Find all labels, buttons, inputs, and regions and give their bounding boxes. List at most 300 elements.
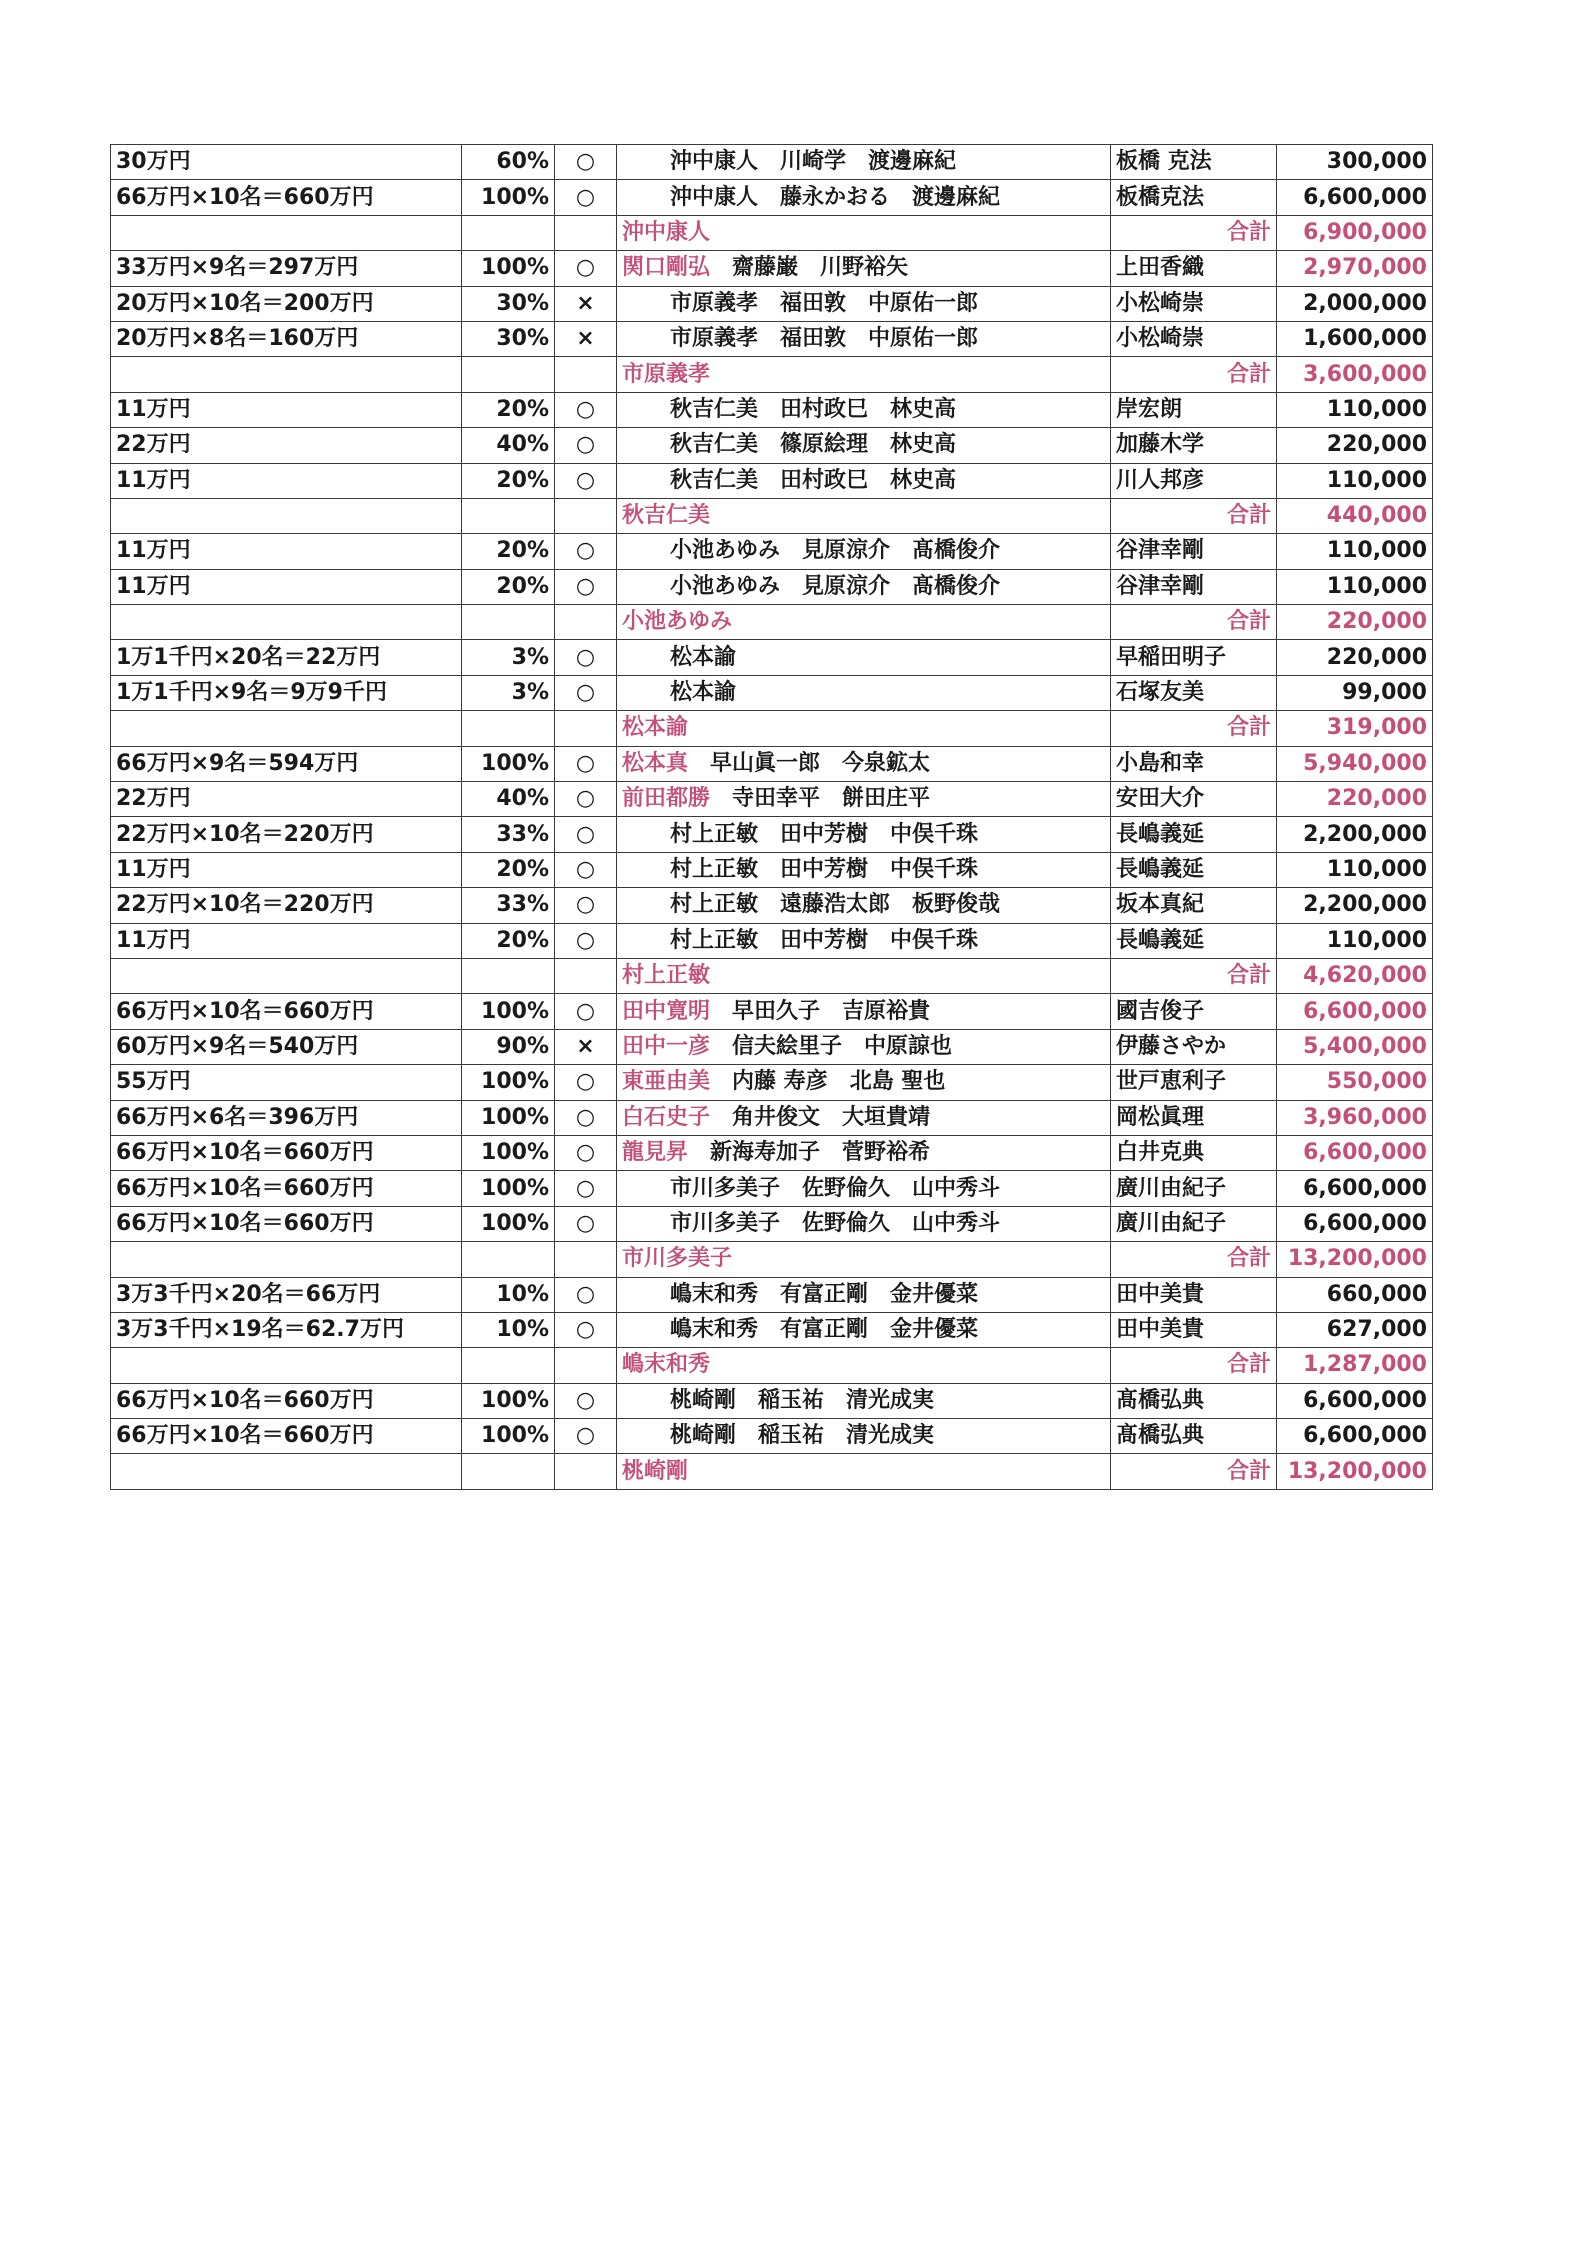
amount-description: 22万円×10名＝220万円 [111, 817, 462, 852]
total-amount: 3,600,000 [1277, 357, 1433, 392]
table-row [111, 923, 1433, 958]
empty-cell [462, 1242, 555, 1277]
responsible-person: 廣川由紀子 [1111, 1171, 1277, 1206]
empty-cell [462, 605, 555, 640]
empty-cell [111, 605, 462, 640]
member-names [617, 1171, 1111, 1206]
member-name: 有富正剛 [780, 1317, 869, 1343]
rate-cell: 20% [462, 392, 555, 427]
empty-cell [462, 1454, 555, 1489]
member-names [617, 180, 1111, 215]
member-name: 齋藤巌 [732, 255, 799, 281]
rate-cell: 100% [462, 746, 555, 781]
member-names [617, 534, 1111, 569]
member-name: 髙橋俊介 [912, 573, 1001, 599]
member-names [617, 251, 1111, 286]
lead-name: 関口剛弘 [622, 255, 711, 281]
group-name: 松本諭 [617, 711, 1111, 746]
responsible-person: 坂本真紀 [1111, 888, 1277, 923]
total-amount: 440,000 [1277, 498, 1433, 533]
member-names [617, 1100, 1111, 1135]
empty-cell [111, 958, 462, 993]
total-row [111, 215, 1433, 250]
table-row [111, 817, 1433, 852]
member-names [617, 888, 1111, 923]
member-name: 田村政巳 [780, 396, 869, 422]
member-names [617, 1065, 1111, 1100]
member-name: 市川多美子 [670, 1210, 781, 1236]
rate-cell: 30% [462, 286, 555, 321]
empty-cell [555, 1242, 617, 1277]
responsible-person: 長嶋義延 [1111, 923, 1277, 958]
table-row [111, 994, 1433, 1029]
amount-description: 11万円 [111, 392, 462, 427]
table-row [111, 1419, 1433, 1454]
member-name: 清光成実 [846, 1387, 935, 1413]
member-names [617, 746, 1111, 781]
amount-cell: 110,000 [1277, 852, 1433, 887]
total-row [111, 958, 1433, 993]
member-names [617, 1419, 1111, 1454]
amount-cell: 6,600,000 [1277, 1419, 1433, 1454]
total-amount: 6,900,000 [1277, 215, 1433, 250]
lead-name: 龍見昇 [622, 1140, 689, 1166]
member-name: 早田久子 [732, 998, 821, 1024]
empty-cell [555, 215, 617, 250]
empty-cell [462, 357, 555, 392]
member-name: 村上正敏 [670, 927, 759, 953]
member-name: 篠原絵理 [780, 432, 869, 458]
member-name: 松本諭 [670, 644, 737, 670]
table-row [111, 251, 1433, 286]
amount-cell: 220,000 [1277, 782, 1433, 817]
status-mark: ○ [555, 1419, 617, 1454]
member-name: 市原義孝 [670, 290, 759, 316]
responsible-person: 川人邦彦 [1111, 463, 1277, 498]
member-names [617, 1206, 1111, 1241]
member-names [617, 1312, 1111, 1347]
member-name: 市原義孝 [670, 326, 759, 352]
rate-cell: 40% [462, 782, 555, 817]
amount-cell: 627,000 [1277, 1312, 1433, 1347]
member-name: 佐野倫久 [802, 1210, 891, 1236]
amount-cell: 660,000 [1277, 1277, 1433, 1312]
member-name: 佐野倫久 [802, 1175, 891, 1201]
member-names [617, 994, 1111, 1029]
amount-description: 66万円×6名＝396万円 [111, 1100, 462, 1135]
member-names [617, 392, 1111, 427]
amount-cell: 6,600,000 [1277, 994, 1433, 1029]
rate-cell: 20% [462, 569, 555, 604]
empty-cell [111, 357, 462, 392]
responsible-person: 田中美貴 [1111, 1277, 1277, 1312]
empty-cell [555, 711, 617, 746]
member-name: 清光成実 [846, 1423, 935, 1449]
amount-cell: 550,000 [1277, 1065, 1433, 1100]
member-names [617, 817, 1111, 852]
member-name: 金井優菜 [890, 1281, 979, 1307]
amount-description: 33万円×9名＝297万円 [111, 251, 462, 286]
total-label: 合計 [1111, 1454, 1277, 1489]
status-mark: ○ [555, 746, 617, 781]
member-name: 村上正敏 [670, 821, 759, 847]
member-name: 髙橋俊介 [912, 538, 1001, 564]
status-mark: ○ [555, 923, 617, 958]
amount-description: 11万円 [111, 463, 462, 498]
member-name: 菅野裕希 [842, 1140, 931, 1166]
rate-cell: 20% [462, 852, 555, 887]
amount-cell: 220,000 [1277, 428, 1433, 463]
member-name: 中俣千珠 [890, 821, 979, 847]
status-mark: ○ [555, 180, 617, 215]
responsible-person: 長嶋義延 [1111, 817, 1277, 852]
allocation-table [110, 144, 1433, 1490]
total-amount: 1,287,000 [1277, 1348, 1433, 1383]
responsible-person: 岡松眞理 [1111, 1100, 1277, 1135]
total-amount: 319,000 [1277, 711, 1433, 746]
status-mark: ○ [555, 888, 617, 923]
member-name: 山中秀斗 [912, 1210, 1001, 1236]
member-name: 有富正剛 [780, 1281, 869, 1307]
table-row [111, 1206, 1433, 1241]
amount-cell: 110,000 [1277, 923, 1433, 958]
status-mark: ○ [555, 1171, 617, 1206]
amount-description: 55万円 [111, 1065, 462, 1100]
empty-cell [555, 1454, 617, 1489]
status-mark: ○ [555, 640, 617, 675]
member-name: 餅田庄平 [842, 786, 931, 812]
empty-cell [111, 1242, 462, 1277]
rate-cell: 20% [462, 534, 555, 569]
member-name: 角井俊文 [732, 1104, 821, 1130]
empty-cell [111, 498, 462, 533]
empty-cell [555, 498, 617, 533]
total-amount: 220,000 [1277, 605, 1433, 640]
member-name: 村上正敏 [670, 857, 759, 882]
member-name: 中原諒也 [864, 1033, 953, 1059]
total-label: 合計 [1111, 357, 1277, 392]
member-name: 板野俊哉 [912, 892, 1001, 918]
table-row [111, 1029, 1433, 1064]
responsible-person: 世戸恵利子 [1111, 1065, 1277, 1100]
status-mark: ○ [555, 1312, 617, 1347]
group-name: 市川多美子 [617, 1242, 1111, 1277]
total-label: 合計 [1111, 1242, 1277, 1277]
member-name: 川崎学 [780, 149, 847, 175]
group-name: 小池あゆみ [617, 605, 1111, 640]
member-name: 中原佑一郎 [868, 326, 979, 352]
rate-cell: 90% [462, 1029, 555, 1064]
rate-cell: 100% [462, 1419, 555, 1454]
member-name: 秋吉仁美 [670, 467, 759, 493]
member-names [617, 1135, 1111, 1170]
member-names [617, 782, 1111, 817]
table-row [111, 782, 1433, 817]
responsible-person: 安田大介 [1111, 782, 1277, 817]
amount-cell: 5,400,000 [1277, 1029, 1433, 1064]
status-mark: ○ [555, 392, 617, 427]
group-name: 嶋末和秀 [617, 1348, 1111, 1383]
amount-cell: 220,000 [1277, 640, 1433, 675]
amount-description: 22万円 [111, 428, 462, 463]
member-name: 小池あゆみ [670, 573, 781, 599]
responsible-person: 谷津幸剛 [1111, 569, 1277, 604]
amount-description: 20万円×8名＝160万円 [111, 321, 462, 356]
table-row [111, 428, 1433, 463]
member-name: 桃崎剛 [670, 1387, 737, 1413]
rate-cell: 3% [462, 640, 555, 675]
member-name: 中俣千珠 [890, 857, 979, 882]
responsible-person: 石塚友美 [1111, 675, 1277, 710]
empty-cell [462, 498, 555, 533]
member-name: 秋吉仁美 [670, 396, 759, 422]
rate-cell: 100% [462, 1206, 555, 1241]
rate-cell: 33% [462, 888, 555, 923]
amount-cell: 110,000 [1277, 463, 1433, 498]
member-name: 金井優菜 [890, 1317, 979, 1343]
member-name: 遠藤浩太郎 [780, 892, 891, 918]
amount-cell: 6,600,000 [1277, 1383, 1433, 1418]
group-name: 村上正敏 [617, 958, 1111, 993]
member-name: 市川多美子 [670, 1175, 781, 1201]
lead-name: 田中寛明 [622, 998, 711, 1024]
table-row [111, 1383, 1433, 1418]
member-name: 山中秀斗 [912, 1175, 1001, 1201]
empty-cell [462, 215, 555, 250]
amount-description: 66万円×10名＝660万円 [111, 180, 462, 215]
table-row [111, 180, 1433, 215]
responsible-person: 小松崎崇 [1111, 321, 1277, 356]
amount-cell: 110,000 [1277, 534, 1433, 569]
total-row [111, 605, 1433, 640]
lead-name: 東亜由美 [622, 1069, 711, 1095]
member-name: 中俣千珠 [890, 927, 979, 953]
member-name: 北島 聖也 [849, 1069, 946, 1095]
amount-description: 22万円 [111, 782, 462, 817]
rate-cell: 10% [462, 1277, 555, 1312]
amount-cell: 99,000 [1277, 675, 1433, 710]
amount-description: 3万3千円×19名＝62.7万円 [111, 1312, 462, 1347]
total-label: 合計 [1111, 215, 1277, 250]
amount-description: 11万円 [111, 569, 462, 604]
amount-description: 11万円 [111, 923, 462, 958]
table-body [111, 145, 1433, 1490]
status-mark: ○ [555, 852, 617, 887]
amount-cell: 300,000 [1277, 145, 1433, 180]
member-name: 渡邊麻紀 [912, 184, 1001, 210]
table-row [111, 534, 1433, 569]
amount-description: 22万円×10名＝220万円 [111, 888, 462, 923]
amount-cell: 6,600,000 [1277, 1135, 1433, 1170]
amount-description: 3万3千円×20名＝66万円 [111, 1277, 462, 1312]
amount-description: 11万円 [111, 534, 462, 569]
rate-cell: 100% [462, 1065, 555, 1100]
status-mark: ○ [555, 1135, 617, 1170]
total-row [111, 1454, 1433, 1489]
amount-description: 66万円×10名＝660万円 [111, 1135, 462, 1170]
member-name: 松本諭 [670, 680, 737, 706]
table-row [111, 1171, 1433, 1206]
rate-cell: 100% [462, 1171, 555, 1206]
responsible-person: 髙橋弘典 [1111, 1383, 1277, 1418]
empty-cell [111, 711, 462, 746]
total-amount: 4,620,000 [1277, 958, 1433, 993]
status-mark: ○ [555, 145, 617, 180]
status-mark: × [555, 1029, 617, 1064]
member-name: 今泉鉱太 [842, 750, 931, 776]
total-row [111, 1242, 1433, 1277]
status-mark: ○ [555, 994, 617, 1029]
table-row [111, 463, 1433, 498]
responsible-person: 早稲田明子 [1111, 640, 1277, 675]
table-row [111, 1100, 1433, 1135]
responsible-person: 板橋克法 [1111, 180, 1277, 215]
empty-cell [555, 357, 617, 392]
amount-description: 30万円 [111, 145, 462, 180]
empty-cell [462, 1348, 555, 1383]
total-amount: 13,200,000 [1277, 1242, 1433, 1277]
table-row [111, 888, 1433, 923]
rate-cell: 100% [462, 1135, 555, 1170]
amount-cell: 3,960,000 [1277, 1100, 1433, 1135]
total-label: 合計 [1111, 958, 1277, 993]
amount-cell: 2,000,000 [1277, 286, 1433, 321]
status-mark: ○ [555, 428, 617, 463]
member-name: 秋吉仁美 [670, 432, 759, 458]
group-name: 沖中康人 [617, 215, 1111, 250]
empty-cell [555, 605, 617, 640]
responsible-person: 上田香織 [1111, 251, 1277, 286]
member-names [617, 463, 1111, 498]
member-name: 沖中康人 [670, 149, 759, 175]
total-row [111, 711, 1433, 746]
amount-description: 66万円×10名＝660万円 [111, 1206, 462, 1241]
total-row [111, 498, 1433, 533]
member-name: 藤永かおる [780, 184, 891, 210]
member-name: 村上正敏 [670, 892, 759, 918]
status-mark: ○ [555, 675, 617, 710]
amount-description: 66万円×10名＝660万円 [111, 1171, 462, 1206]
group-name: 桃崎剛 [617, 1454, 1111, 1489]
member-name: 田中芳樹 [780, 821, 869, 847]
lead-name: 前田都勝 [622, 786, 711, 812]
total-label: 合計 [1111, 711, 1277, 746]
rate-cell: 100% [462, 180, 555, 215]
responsible-person: 板橋 克法 [1111, 145, 1277, 180]
member-name: 寺田幸平 [732, 786, 821, 812]
table-row [111, 1312, 1433, 1347]
status-mark: ○ [555, 569, 617, 604]
table-row [111, 746, 1433, 781]
amount-cell: 6,600,000 [1277, 180, 1433, 215]
empty-cell [555, 1348, 617, 1383]
responsible-person: 小島和幸 [1111, 746, 1277, 781]
responsible-person: 岸宏朗 [1111, 392, 1277, 427]
member-name: 沖中康人 [670, 184, 759, 210]
empty-cell [462, 711, 555, 746]
status-mark: ○ [555, 251, 617, 286]
member-names [617, 428, 1111, 463]
member-name: 稲玉祐 [758, 1423, 825, 1449]
group-name: 秋吉仁美 [617, 498, 1111, 533]
member-names [617, 852, 1111, 887]
amount-cell: 110,000 [1277, 569, 1433, 604]
amount-cell: 2,970,000 [1277, 251, 1433, 286]
table-row [111, 286, 1433, 321]
table-row [111, 569, 1433, 604]
rate-cell: 40% [462, 428, 555, 463]
member-name: 田中芳樹 [780, 857, 869, 882]
table-row [111, 675, 1433, 710]
amount-cell: 2,200,000 [1277, 817, 1433, 852]
total-label: 合計 [1111, 1348, 1277, 1383]
amount-cell: 2,200,000 [1277, 888, 1433, 923]
rate-cell: 3% [462, 675, 555, 710]
responsible-person: 伊藤さやか [1111, 1029, 1277, 1064]
amount-cell: 110,000 [1277, 392, 1433, 427]
member-name: 見原涼介 [802, 538, 891, 564]
responsible-person: 田中美貴 [1111, 1312, 1277, 1347]
rate-cell: 100% [462, 994, 555, 1029]
amount-description: 66万円×9名＝594万円 [111, 746, 462, 781]
table-row [111, 1277, 1433, 1312]
member-name: 早山眞一郎 [710, 750, 821, 776]
member-name: 吉原裕貴 [842, 998, 931, 1024]
total-amount: 13,200,000 [1277, 1454, 1433, 1489]
table-row [111, 1065, 1433, 1100]
table-row [111, 1135, 1433, 1170]
member-names [617, 1277, 1111, 1312]
rate-cell: 100% [462, 1100, 555, 1135]
member-name: 大垣貴靖 [842, 1104, 931, 1130]
empty-cell [555, 958, 617, 993]
member-name: 林史高 [890, 396, 957, 422]
table-row [111, 852, 1433, 887]
member-name: 稲玉祐 [758, 1387, 825, 1413]
lead-name: 松本真 [622, 750, 689, 776]
member-name: 田中芳樹 [780, 927, 869, 953]
member-name: 福田敦 [780, 290, 847, 316]
rate-cell: 60% [462, 145, 555, 180]
member-name: 林史高 [890, 467, 957, 493]
total-label: 合計 [1111, 605, 1277, 640]
status-mark: ○ [555, 463, 617, 498]
status-mark: ○ [555, 534, 617, 569]
responsible-person: 長嶋義延 [1111, 852, 1277, 887]
member-names [617, 1383, 1111, 1418]
member-name: 福田敦 [780, 326, 847, 352]
responsible-person: 髙橋弘典 [1111, 1419, 1277, 1454]
member-name: 信夫絵里子 [732, 1033, 843, 1059]
group-name: 市原義孝 [617, 357, 1111, 392]
rate-cell: 30% [462, 321, 555, 356]
status-mark: ○ [555, 782, 617, 817]
responsible-person: 谷津幸剛 [1111, 534, 1277, 569]
status-mark: ○ [555, 817, 617, 852]
member-name: 林史高 [890, 432, 957, 458]
status-mark: ○ [555, 1383, 617, 1418]
lead-name: 田中一彦 [622, 1033, 711, 1059]
table-row [111, 640, 1433, 675]
responsible-person: 小松崎崇 [1111, 286, 1277, 321]
table-row [111, 145, 1433, 180]
member-name: 川野裕矢 [820, 255, 909, 281]
status-mark: ○ [555, 1065, 617, 1100]
empty-cell [111, 1454, 462, 1489]
amount-cell: 1,600,000 [1277, 321, 1433, 356]
empty-cell [111, 1348, 462, 1383]
status-mark: ○ [555, 1206, 617, 1241]
